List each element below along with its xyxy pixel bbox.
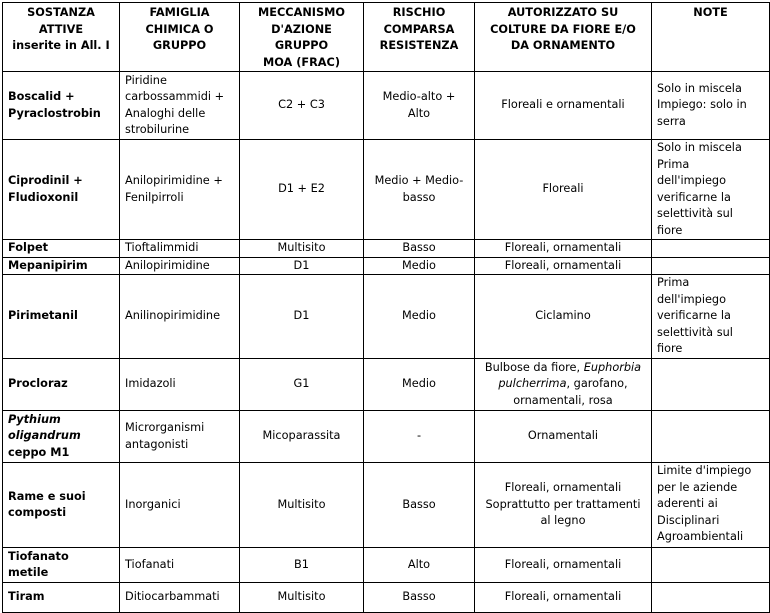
cell-rischio: Medio-alto + Alto (364, 72, 475, 140)
cell-rischio: Medio (364, 257, 475, 275)
cell-sostanza: Folpet (3, 240, 120, 258)
cell-autorizzato: Floreali e ornamentali (475, 72, 652, 140)
italic-species-name: Euphorbia pulcherrima (498, 360, 642, 391)
cell-meccanismo: Multisito (240, 240, 364, 258)
cell-note (652, 548, 770, 583)
table-row (3, 140, 770, 240)
cell-meccanismo: C2 + C3 (240, 72, 364, 140)
cell-sostanza: Rame e suoi composti (3, 463, 120, 548)
cell-famiglia: Ditiocarbammati (120, 583, 240, 613)
cell-rischio: Basso (364, 463, 475, 548)
cell-rischio: Medio (364, 359, 475, 411)
cell-sostanza: Pythium oligandrum ceppo M1 (3, 411, 120, 463)
cell-note (652, 583, 770, 613)
cell-famiglia: Tioftalimmidi (120, 240, 240, 258)
table-row (3, 257, 770, 275)
cell-rischio: Medio (364, 275, 475, 359)
cell-autorizzato: Floreali, ornamentali (475, 548, 652, 583)
header-famiglia: FAMIGLIA CHIMICA O GRUPPO (120, 3, 240, 72)
cell-famiglia: Inorganici (120, 463, 240, 548)
cell-autorizzato: Floreali, ornamentali Soprattutto per trattamenti al legno (475, 463, 652, 548)
cell-rischio: Basso (364, 583, 475, 613)
cell-note (652, 411, 770, 463)
header-note: NOTE (652, 3, 770, 72)
cell-note (652, 257, 770, 275)
cell-rischio: Medio + Medio- basso (364, 140, 475, 240)
cell-rischio: Basso (364, 240, 475, 258)
cell-meccanismo: Multisito (240, 583, 364, 613)
cell-note: Limite d'impiego per le aziende aderenti ai Disciplinari Agroambientali (652, 463, 770, 548)
cell-note: Prima dell'impiego verificarne la selettività sul fiore (652, 275, 770, 359)
table-row (3, 359, 770, 411)
cell-famiglia: Piridine carbossammidi + Analoghi delle strobilurine (120, 72, 240, 140)
cell-famiglia: Anilopirimidine (120, 257, 240, 275)
header-meccanismo: MECCANISMO D'AZIONE GRUPPO MOA (FRAC) (240, 3, 364, 72)
cell-autorizzato: Bulbose da fiore, Euphorbia pulcherrima, garofano, ornamentali, rosa (475, 359, 652, 411)
cell-meccanismo: D1 + E2 (240, 140, 364, 240)
cell-famiglia: Microrganismi antagonisti (120, 411, 240, 463)
cell-autorizzato: Floreali, ornamentali (475, 583, 652, 613)
cell-note (652, 240, 770, 258)
fungicide-table (2, 2, 770, 613)
cell-note (652, 359, 770, 411)
table-row (3, 275, 770, 359)
cell-meccanismo: D1 (240, 257, 364, 275)
cell-meccanismo: D1 (240, 275, 364, 359)
header-autorizzato: AUTORIZZATO SU COLTURE DA FIORE E/O DA ORNAMENTO (475, 3, 652, 72)
cell-sostanza: Mepanipirim (3, 257, 120, 275)
cell-sostanza: Boscalid + Pyraclostrobin (3, 72, 120, 140)
header-rischio: RISCHIO COMPARSA RESISTENZA (364, 3, 475, 72)
table-row (3, 240, 770, 258)
cell-famiglia: Anilinopirimidine (120, 275, 240, 359)
table-row (3, 583, 770, 613)
cell-sostanza: Pirimetanil (3, 275, 120, 359)
cell-meccanismo: Micoparassita (240, 411, 364, 463)
header-sostanza: SOSTANZA ATTIVE inserite in All. I (3, 3, 120, 72)
cell-famiglia: Tiofanati (120, 548, 240, 583)
table-row (3, 411, 770, 463)
cell-autorizzato: Floreali (475, 140, 652, 240)
header-row (3, 3, 770, 72)
table-row (3, 463, 770, 548)
cell-meccanismo: Multisito (240, 463, 364, 548)
cell-famiglia: Anilopirimidine + Fenilpirroli (120, 140, 240, 240)
cell-rischio: Alto (364, 548, 475, 583)
cell-sostanza: Tiofanato metile (3, 548, 120, 583)
cell-autorizzato: Floreali, ornamentali (475, 257, 652, 275)
cell-autorizzato: Floreali, ornamentali (475, 240, 652, 258)
cell-meccanismo: G1 (240, 359, 364, 411)
table-row (3, 548, 770, 583)
table-row (3, 72, 770, 140)
cell-famiglia: Imidazoli (120, 359, 240, 411)
cell-note: Solo in miscela Impiego: solo in serra (652, 72, 770, 140)
cell-rischio: - (364, 411, 475, 463)
cell-note: Solo in miscela Prima dell'impiego verificarne la selettività sul fiore (652, 140, 770, 240)
cell-sostanza: Procloraz (3, 359, 120, 411)
cell-autorizzato: Ciclamino (475, 275, 652, 359)
cell-autorizzato: Ornamentali (475, 411, 652, 463)
cell-meccanismo: B1 (240, 548, 364, 583)
cell-sostanza: Ciprodinil + Fludioxonil (3, 140, 120, 240)
cell-sostanza: Tiram (3, 583, 120, 613)
